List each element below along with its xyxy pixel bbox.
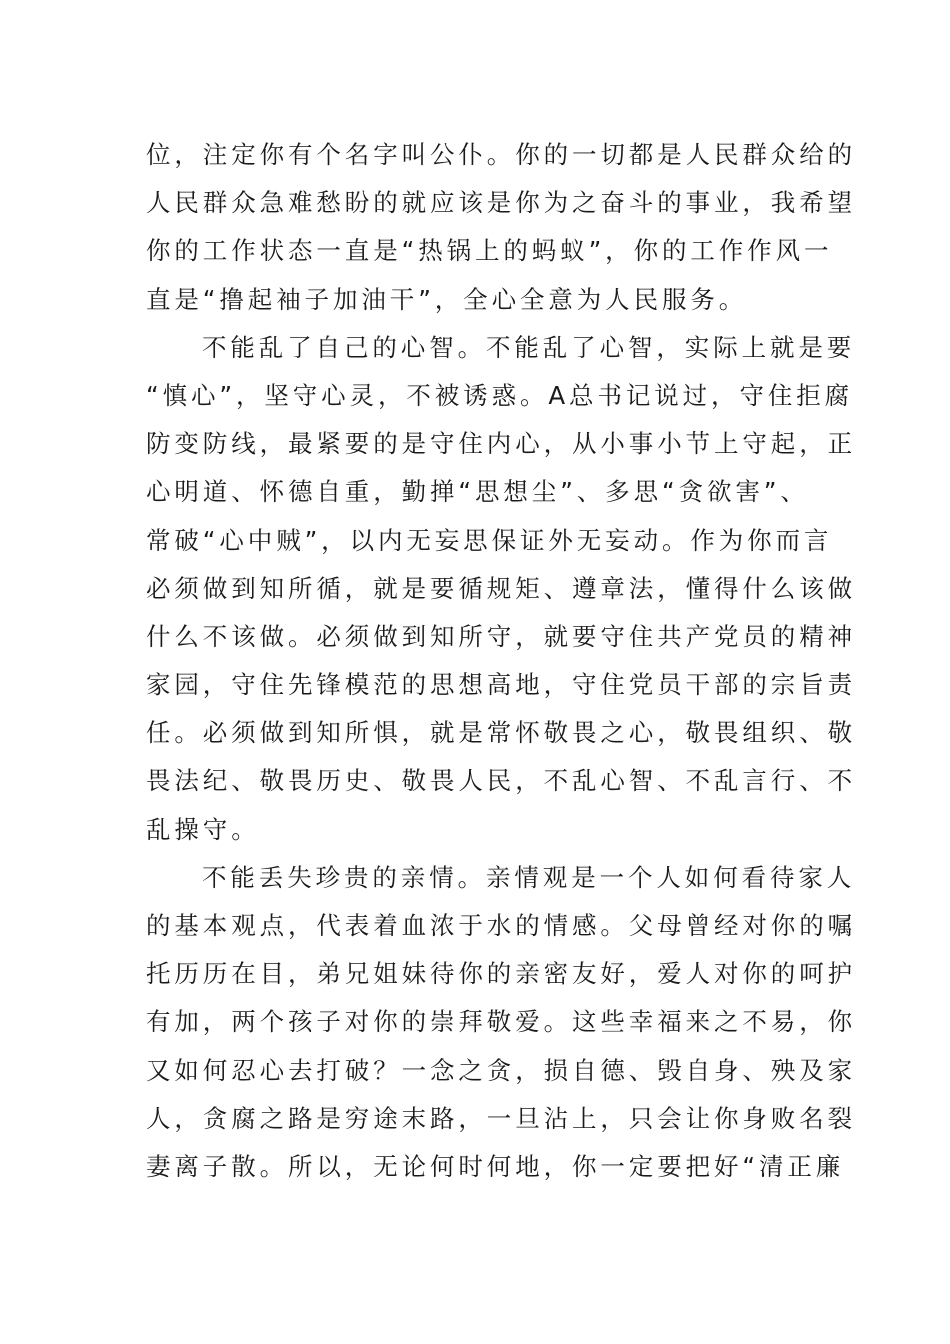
text-line: 心明道、怀德自重，勤掸“思想尘”、多思“贪欲害”、 bbox=[146, 477, 809, 507]
text-line: 有加，两个孩子对你的崇拜敬爱。这些幸福来之不易，你 bbox=[146, 1007, 856, 1037]
text-line: 常破“心中贼”，以内无妄思保证外无妄动。作为你而言 bbox=[146, 525, 833, 555]
paragraph-start-line: 不能丢失珍贵的亲情。亲情观是一个人如何看待家人 bbox=[202, 862, 856, 892]
text-line: 乱操守。 bbox=[146, 814, 260, 844]
text-line: 任。必须做到知所惧，就是常怀敬畏之心，敬畏组织、敬 bbox=[146, 718, 856, 748]
text-line: “慎心”，坚守心灵，不被诱惑。A总书记说过，守住拒腐 bbox=[146, 380, 854, 410]
text-line: 畏法纪、敬畏历史、敬畏人民，不乱心智、不乱言行、不 bbox=[146, 766, 856, 796]
text-line: 位，注定你有个名字叫公仆。你的一切都是人民群众给的 bbox=[146, 140, 856, 169]
text-line: 什么不该做。必须做到知所守，就要守住共产党员的精神 bbox=[146, 621, 856, 651]
text-line: 人，贪腐之路是穷途末路，一旦沾上，只会让你身败名裂 bbox=[146, 1103, 856, 1133]
text-line: 直是“撸起袖子加油干”，全心全意为人民服务。 bbox=[146, 284, 748, 314]
text-line: 家园，守住先锋模范的思想高地，守住党员干部的宗旨责 bbox=[146, 670, 856, 700]
text-line: 必须做到知所循，就是要循规矩、遵章法，懂得什么该做 bbox=[146, 573, 856, 603]
paragraph-start-line: 不能乱了自己的心智。不能乱了心智，实际上就是要 bbox=[202, 332, 856, 362]
text-line: 托历历在目，弟兄姐妹待你的亲密友好，爱人对你的呵护 bbox=[146, 959, 856, 989]
text-line: 防变防线，最紧要的是守住内心，从小事小节上守起，正 bbox=[146, 429, 856, 459]
text-line: 又如何忍心去打破？一念之贪，损自德、毁自身、殃及家 bbox=[146, 1055, 856, 1085]
text-line: 的基本观点，代表着血浓于水的情感。父母曾经对你的嘱 bbox=[146, 911, 856, 940]
body-text bbox=[146, 131, 856, 1191]
text-line: 人民群众急难愁盼的就应该是你为之奋斗的事业，我希望 bbox=[146, 188, 856, 218]
text-line: 妻离子散。所以，无论何时何地，你一定要把好“清正廉 bbox=[146, 1151, 845, 1181]
text-line: 你的工作状态一直是“热锅上的蚂蚁”，你的工作作风一 bbox=[146, 236, 833, 266]
